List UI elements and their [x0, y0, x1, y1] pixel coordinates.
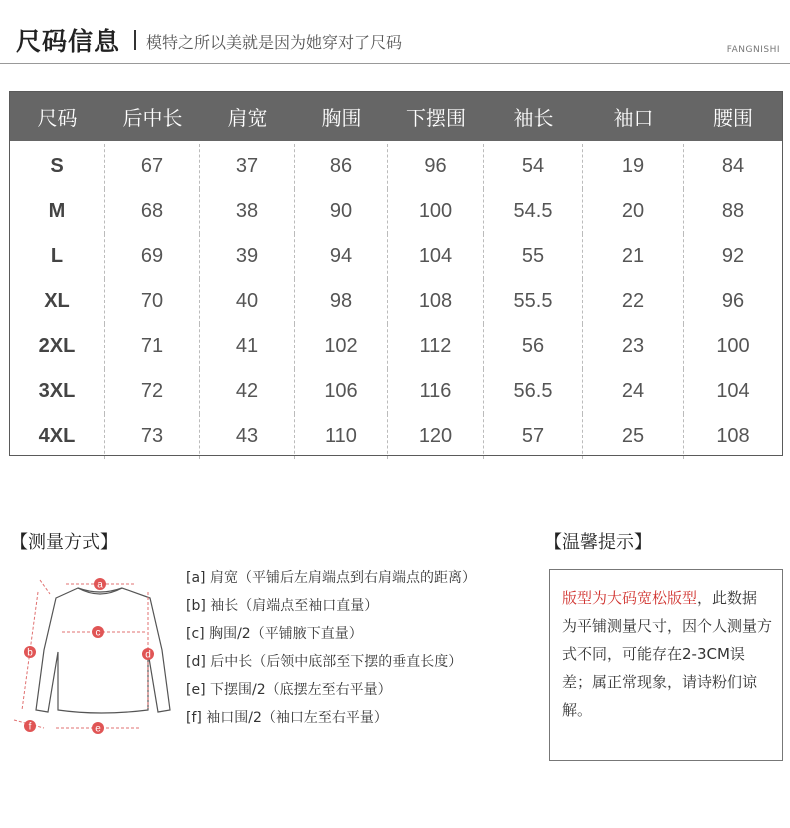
value-cell: 120	[388, 414, 484, 459]
size-cell: M	[10, 189, 105, 234]
measure-item: [b] 袖长（肩端点至袖口直量）	[186, 598, 379, 614]
marker-label: d	[145, 649, 151, 661]
value-cell: 116	[388, 369, 484, 414]
column-header: 胸围	[321, 106, 362, 130]
column-header: 肩宽	[227, 106, 268, 130]
value-cell: 102	[295, 324, 388, 369]
value-cell: 110	[295, 414, 388, 459]
measure-item: [e] 下摆围/2（底摆左至右平量）	[186, 682, 392, 698]
measure-item: [a] 肩宽（平铺后左肩端点到右肩端点的距离）	[186, 570, 476, 586]
value-cell: 104	[716, 380, 750, 402]
value-cell: 69	[105, 234, 200, 279]
table-row	[10, 369, 782, 414]
column-header: 后中长	[122, 106, 183, 130]
tips-title: 【温馨提示】	[544, 532, 652, 553]
column-header: 下摆围	[406, 106, 466, 130]
value-cell: 112	[388, 324, 484, 369]
column-header: 袖长	[513, 106, 554, 130]
marker-label: e	[95, 723, 101, 735]
size-cell: S	[10, 144, 105, 189]
value-cell: 40	[200, 279, 295, 324]
value-cell: 24	[583, 369, 684, 414]
value-cell: 71	[105, 324, 200, 369]
table-row	[10, 324, 782, 369]
value-cell: 68	[105, 189, 200, 234]
value-cell: 56.5	[484, 369, 583, 414]
shirt-outline-icon	[0, 570, 180, 745]
value-cell: 90	[295, 189, 388, 234]
value-cell: 70	[105, 279, 200, 324]
value-cell: 86	[295, 144, 388, 189]
size-cell: 3XL	[10, 369, 105, 414]
value-cell: 108	[716, 425, 750, 447]
table-row	[10, 234, 782, 279]
value-cell: 19	[583, 144, 684, 189]
value-cell: 25	[583, 414, 684, 459]
title-divider	[134, 30, 136, 50]
tips-body: ，此数据为平铺测量尺寸，因个人测量方式不同，可能存在2-3CM误差；属正常现象，请诗粉们谅解。	[562, 589, 773, 719]
value-cell: 57	[484, 414, 583, 459]
column-header: 袖口	[613, 106, 654, 130]
value-cell: 38	[200, 189, 295, 234]
size-table	[9, 91, 783, 456]
value-cell: 100	[388, 189, 484, 234]
value-cell: 41	[200, 324, 295, 369]
value-cell: 37	[200, 144, 295, 189]
value-cell: 55.5	[484, 279, 583, 324]
marker-label: c	[95, 627, 101, 639]
value-cell: 94	[295, 234, 388, 279]
measure-list	[186, 567, 476, 735]
value-cell: 106	[295, 369, 388, 414]
value-cell: 22	[583, 279, 684, 324]
size-cell: 4XL	[10, 414, 105, 459]
table-row	[10, 414, 782, 459]
value-cell: 43	[200, 414, 295, 459]
marker-label: f	[28, 721, 32, 733]
table-body	[10, 141, 782, 459]
size-cell: 2XL	[10, 324, 105, 369]
size-cell: XL	[10, 279, 105, 324]
value-cell: 108	[388, 279, 484, 324]
value-cell: 54	[484, 144, 583, 189]
value-cell: 98	[295, 279, 388, 324]
header-rule	[0, 63, 790, 64]
marker-label: b	[27, 647, 33, 659]
garment-diagram	[0, 570, 180, 745]
value-cell: 88	[721, 200, 745, 222]
column-header: 尺码	[37, 106, 78, 130]
measure-item: [f] 袖口围/2（袖口左至右平量）	[186, 710, 388, 726]
measure-item: [c] 胸围/2（平铺腋下直量）	[186, 626, 363, 642]
value-cell: 67	[105, 144, 200, 189]
value-cell: 20	[583, 189, 684, 234]
value-cell: 55	[484, 234, 583, 279]
size-cell: L	[10, 234, 105, 279]
value-cell: 100	[716, 335, 750, 357]
value-cell: 96	[721, 290, 745, 312]
value-cell: 84	[721, 155, 745, 177]
value-cell: 56	[484, 324, 583, 369]
value-cell: 39	[200, 234, 295, 279]
tips-highlight: 版型为大码宽松版型	[562, 589, 698, 607]
measure-title: 【测量方式】	[10, 532, 118, 553]
page-title: 尺码信息	[16, 27, 121, 56]
value-cell: 23	[583, 324, 684, 369]
value-cell: 72	[105, 369, 200, 414]
marker-label: a	[97, 579, 103, 591]
table-header	[10, 92, 782, 141]
value-cell: 104	[388, 234, 484, 279]
value-cell: 54.5	[484, 189, 583, 234]
table-row	[10, 279, 782, 324]
value-cell: 73	[105, 414, 200, 459]
value-cell: 42	[200, 369, 295, 414]
tips-box	[549, 569, 783, 761]
column-header: 腰围	[713, 106, 753, 130]
value-cell: 96	[388, 144, 484, 189]
table-row	[10, 144, 782, 189]
value-cell: 21	[583, 234, 684, 279]
brand-text: FANGNISHI	[726, 45, 780, 55]
value-cell: 92	[721, 245, 745, 267]
table-row	[10, 189, 782, 234]
measure-item: [d] 后中长（后领中底部至下摆的垂直长度）	[186, 654, 463, 670]
page-subtitle: 模特之所以美就是因为她穿对了尺码	[146, 33, 403, 52]
